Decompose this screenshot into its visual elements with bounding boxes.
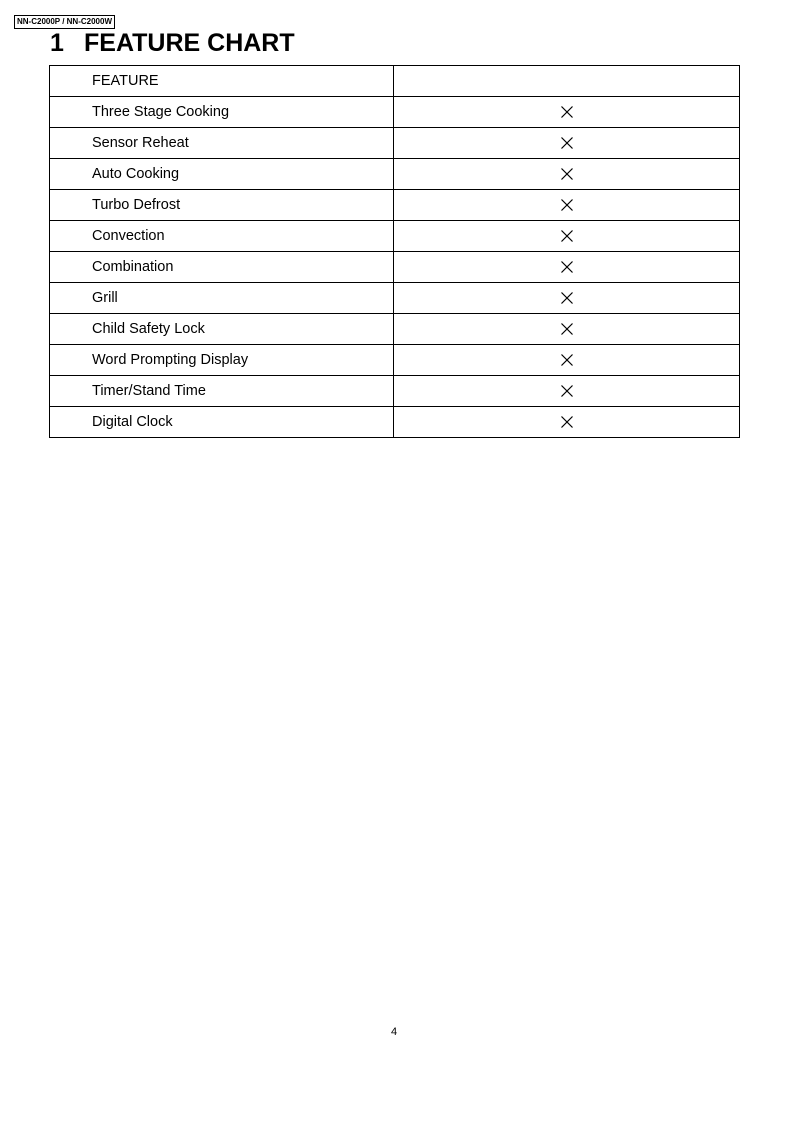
header-model-cell	[394, 66, 740, 97]
table-row	[50, 221, 740, 252]
feature-mark-cell	[394, 128, 740, 159]
page-title	[50, 28, 295, 58]
model-label: NN-C2000P / NN-C2000W	[14, 15, 115, 29]
x-mark-icon	[561, 199, 573, 211]
feature-table-body	[50, 66, 740, 438]
feature-mark-cell	[394, 159, 740, 190]
x-mark-icon	[561, 292, 573, 304]
feature-name-cell: Digital Clock	[50, 407, 394, 438]
x-mark-icon	[561, 323, 573, 335]
feature-name-cell: Sensor Reheat	[50, 128, 394, 159]
feature-name-cell: Convection	[50, 221, 394, 252]
feature-mark-cell	[394, 314, 740, 345]
section-title: FEATURE CHART	[84, 29, 295, 57]
page-number: 4	[390, 1026, 398, 1038]
feature-name-cell: Turbo Defrost	[50, 190, 394, 221]
feature-mark-cell	[394, 252, 740, 283]
x-mark-icon	[561, 230, 573, 242]
table-row	[50, 376, 740, 407]
table-row	[50, 97, 740, 128]
feature-mark-cell	[394, 283, 740, 314]
table-header-row	[50, 66, 740, 97]
table-row	[50, 190, 740, 221]
table-row	[50, 283, 740, 314]
feature-table	[49, 65, 740, 438]
table-row	[50, 159, 740, 190]
x-mark-icon	[561, 137, 573, 149]
header-feature-cell: FEATURE	[50, 66, 394, 97]
feature-name-cell: Three Stage Cooking	[50, 97, 394, 128]
feature-mark-cell	[394, 190, 740, 221]
feature-name-cell: Grill	[50, 283, 394, 314]
feature-mark-cell	[394, 376, 740, 407]
table-row	[50, 314, 740, 345]
feature-name-cell: Child Safety Lock	[50, 314, 394, 345]
x-mark-icon	[561, 354, 573, 366]
table-row	[50, 345, 740, 376]
feature-mark-cell	[394, 345, 740, 376]
feature-mark-cell	[394, 221, 740, 252]
x-mark-icon	[561, 261, 573, 273]
x-mark-icon	[561, 416, 573, 428]
feature-mark-cell	[394, 407, 740, 438]
x-mark-icon	[561, 385, 573, 397]
feature-name-cell: Combination	[50, 252, 394, 283]
x-mark-icon	[561, 168, 573, 180]
table-row	[50, 407, 740, 438]
feature-name-cell: Word Prompting Display	[50, 345, 394, 376]
section-number: 1	[50, 29, 64, 57]
x-mark-icon	[561, 106, 573, 118]
feature-mark-cell	[394, 97, 740, 128]
table-row	[50, 252, 740, 283]
table-row	[50, 128, 740, 159]
feature-name-cell: Auto Cooking	[50, 159, 394, 190]
feature-name-cell: Timer/Stand Time	[50, 376, 394, 407]
